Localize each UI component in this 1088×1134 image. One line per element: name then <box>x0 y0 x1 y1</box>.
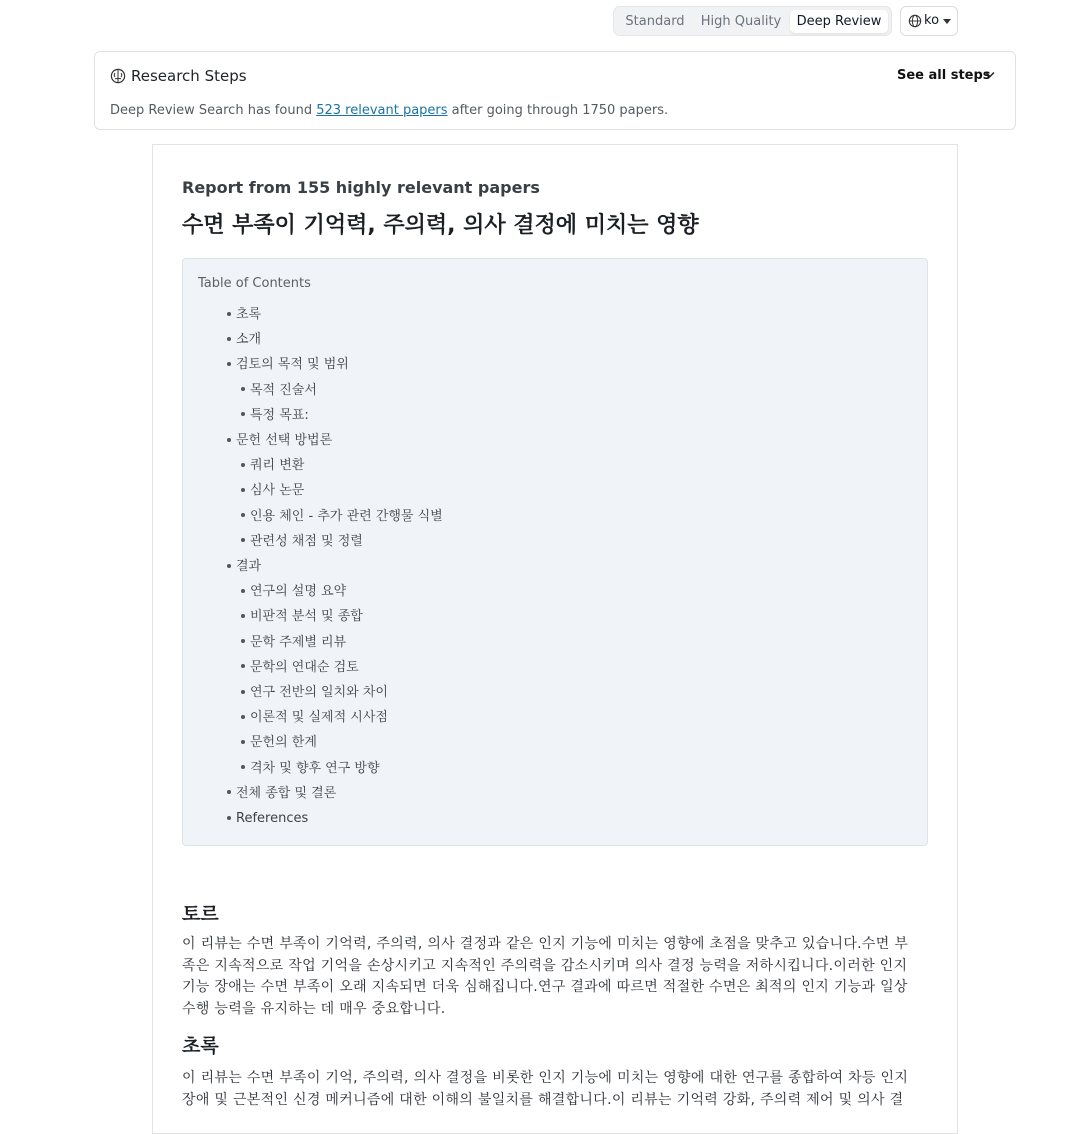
summary-prefix: Deep Review Search has found <box>110 103 317 118</box>
bullet-icon <box>241 387 245 391</box>
toc-item-label: 인용 체인 - 추가 관련 간행물 식별 <box>250 508 443 524</box>
summary-suffix: after going through 1750 papers. <box>447 103 669 118</box>
toc-item[interactable] <box>227 433 332 449</box>
toc-item-label: 연구의 설명 요약 <box>250 584 347 600</box>
paragraph-line: 수행 능력을 유지하는 데 매우 중요합니다. <box>182 1000 446 1017</box>
toc-item[interactable] <box>241 635 346 651</box>
toc-item-label: 쿼리 변환 <box>250 458 305 474</box>
brain-icon <box>110 68 126 84</box>
bullet-icon <box>241 664 245 668</box>
toc-item[interactable] <box>241 408 309 424</box>
bullet-icon <box>241 614 245 618</box>
paragraph-line: 이 리뷰는 수면 부족이 기억, 주의력, 의사 결정을 비롯한 인지 기능에 미치는 영향에 대한 연구를 종합하여 차등 인지 <box>182 1070 909 1086</box>
toc-item-label: 문헌의 한계 <box>250 735 317 751</box>
report-panel <box>152 144 958 1134</box>
toc-item[interactable] <box>241 710 388 726</box>
paragraph-line: 이 리뷰는 수면 부족이 기억력, 주의력, 의사 결정과 같은 인지 기능에 미치는 영향에 초점을 맞추고 있습니다.수면 부 <box>182 936 909 952</box>
section-paragraph <box>182 934 930 1020</box>
toc-item-label: 심사 논문 <box>250 483 305 499</box>
paragraph-line: 기능 장애는 수면 부족이 오래 지속되면 더욱 심해집니다.연구 결과에 따르면 적절한 수면은 최적의 인지 기능과 일상 <box>182 979 908 995</box>
research-steps-card <box>94 51 1016 130</box>
bullet-icon <box>241 488 245 492</box>
paragraph-line: 장애 및 근본적인 신경 메커니즘에 대한 이해의 불일치를 해결합니다.이 리뷰는 기억력 강화, 주의력 제어 및 의사 결 <box>182 1091 904 1108</box>
mode-deep-review-button[interactable]: Deep Review <box>790 10 888 33</box>
report-subtitle: Report from 155 highly relevant papers <box>182 178 540 197</box>
bullet-icon <box>241 538 245 542</box>
bullet-icon <box>227 564 231 568</box>
bullet-icon <box>241 463 245 467</box>
bullet-icon <box>241 690 245 694</box>
bullet-icon <box>227 337 231 341</box>
toc-item[interactable] <box>241 534 363 550</box>
toc-item-label: 이론적 및 실제적 시사점 <box>250 710 388 726</box>
toc-item[interactable] <box>241 660 359 676</box>
globe-icon <box>908 14 922 28</box>
bullet-icon <box>227 816 231 820</box>
chevron-down-icon <box>985 71 995 79</box>
toc-item-label: 목적 진술서 <box>250 382 317 398</box>
toc-item[interactable] <box>241 483 304 499</box>
bullet-icon <box>227 438 231 442</box>
toc-item-label: 전체 종합 및 결론 <box>236 785 337 801</box>
toc-item-label: 문헌 선택 방법론 <box>236 433 333 448</box>
section-heading: 토르 <box>182 903 219 925</box>
see-all-steps-button[interactable] <box>897 68 991 84</box>
toc-item[interactable] <box>227 332 261 348</box>
toc-item[interactable] <box>227 357 349 373</box>
bullet-icon <box>241 765 245 769</box>
toc-item-label: 소개 <box>236 332 262 348</box>
bullet-icon <box>241 412 245 416</box>
toc-item[interactable] <box>241 383 317 399</box>
toc-item[interactable] <box>227 307 261 323</box>
bullet-icon <box>241 513 245 517</box>
toc-item-label: 격차 및 향후 연구 방향 <box>250 760 380 776</box>
toc-item-label: 관련성 채점 및 정렬 <box>250 533 363 549</box>
bullet-icon <box>227 362 231 366</box>
toc-item-label: 초록 <box>236 307 262 322</box>
see-all-steps-label: See all steps <box>897 68 991 83</box>
language-selector[interactable] <box>900 6 958 36</box>
bullet-icon <box>241 639 245 643</box>
toc-item[interactable] <box>241 685 388 701</box>
bullet-icon <box>227 790 231 794</box>
research-steps-summary <box>110 103 668 119</box>
section-paragraph <box>182 1068 930 1111</box>
toc-item[interactable] <box>227 559 261 575</box>
toc-item-label: 문학의 연대순 검토 <box>250 659 359 675</box>
mode-standard-button[interactable]: Standard <box>625 14 685 29</box>
toc-item-label: 검토의 목적 및 범위 <box>236 357 349 373</box>
research-steps-title: Research Steps <box>131 67 247 85</box>
bullet-icon <box>241 589 245 593</box>
mode-high-quality-button[interactable]: High Quality <box>700 14 782 29</box>
toc-item[interactable] <box>241 584 346 600</box>
toc-label: Table of Contents <box>198 276 311 291</box>
table-of-contents <box>182 258 928 846</box>
language-code: ko <box>924 13 940 28</box>
caret-down-icon <box>943 19 951 24</box>
toc-item[interactable] <box>241 458 304 474</box>
toc-item[interactable] <box>241 761 380 777</box>
report-title: 수면 부족이 기억력, 주의력, 의사 결정에 미치는 영향 <box>182 213 699 238</box>
section-heading: 초록 <box>182 1035 219 1057</box>
toc-item[interactable] <box>241 509 443 525</box>
toc-item-label: References <box>236 811 309 826</box>
toc-item-label: 문학 주제별 리뷰 <box>250 634 347 650</box>
toc-item[interactable] <box>241 735 317 751</box>
paragraph-line: 족은 지속적으로 작업 기억을 손상시키고 지속적인 주의력을 감소시키며 의사 결정 능력을 저하시킵니다.이러한 인지 <box>182 957 908 974</box>
search-mode-switcher <box>613 6 892 36</box>
toc-item-label: 연구 전반의 일치와 차이 <box>250 685 388 700</box>
bullet-icon <box>241 740 245 744</box>
toc-item-label: 특정 목표: <box>250 407 309 423</box>
toc-item[interactable] <box>227 786 336 802</box>
relevant-papers-link[interactable]: 523 relevant papers <box>316 103 448 118</box>
toc-item-label: 결과 <box>236 559 262 574</box>
bullet-icon <box>227 312 231 316</box>
toc-item-label: 비판적 분석 및 종합 <box>250 609 363 625</box>
bullet-icon <box>241 715 245 719</box>
toc-item[interactable] <box>227 811 308 827</box>
toc-item[interactable] <box>241 609 363 625</box>
